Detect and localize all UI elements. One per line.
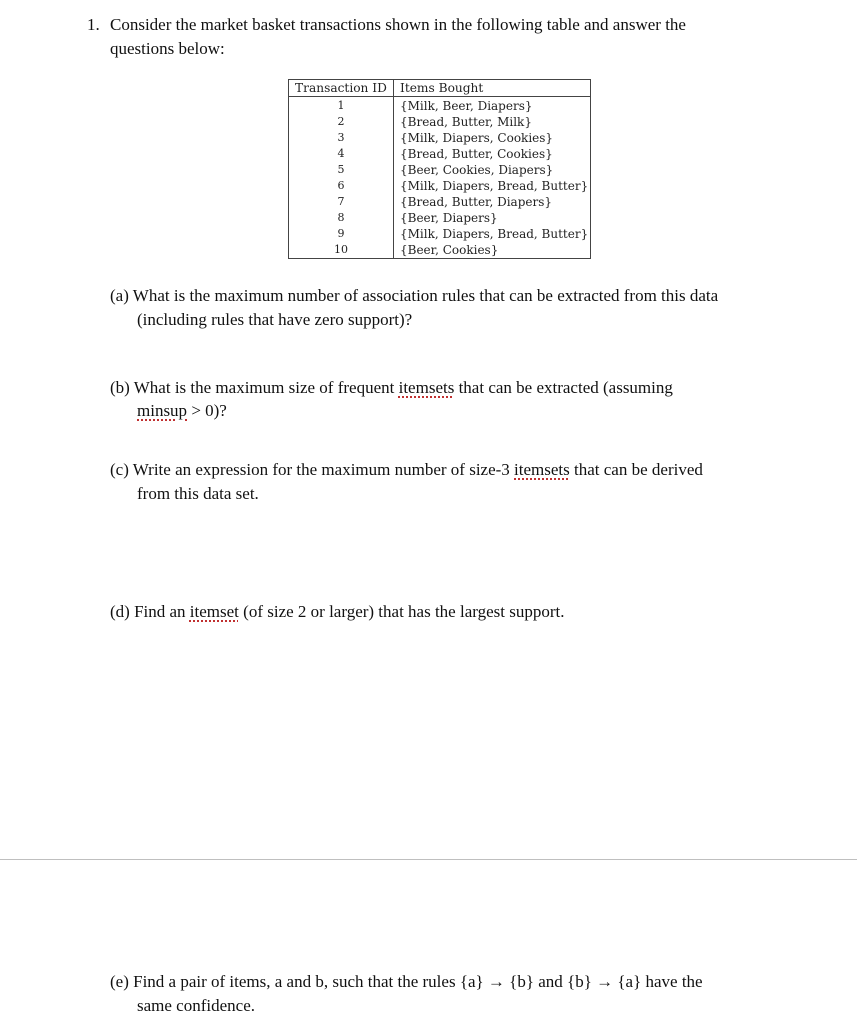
items-bought-cell: {Beer, Cookies, Diapers} [400,163,554,177]
part-d-text: (d) Find an [110,602,190,621]
part-c-text: that can be derived [569,460,703,479]
header-items-bought: Items Bought [400,81,484,95]
transactions-table [288,79,591,259]
part-b-line-2 [137,401,227,421]
part-b-line-1 [110,378,673,398]
question-intro-line-1: Consider the market basket transactions shown in the following table and answer the [110,15,686,34]
part-b-text: > 0)? [187,401,227,420]
transaction-id-cell: 7 [337,195,345,208]
table-column-divider [393,80,394,258]
minsup-term: minsup [137,401,188,420]
part-c-text: (c) Write an expression for the maximum number of size-3 [110,460,515,479]
items-bought-cell: {Milk, Diapers, Cookies} [400,131,554,145]
part-e-line-1: (e) Find a pair of items, a and b, such that the rules {a} → {b} and {b} → {a} have the [110,972,703,991]
items-bought-cell: {Bread, Butter, Cookies} [400,147,553,161]
itemsets-term: itemsets [398,378,455,397]
transaction-id-cell: 3 [337,131,345,144]
part-c-line-1 [110,460,703,480]
items-bought-cell: {Milk, Diapers, Bread, Butter} [400,179,589,193]
itemsets-term: itemsets [514,460,570,479]
table-header-divider [289,96,590,97]
transaction-id-cell: 4 [337,147,345,160]
items-bought-cell: {Milk, Diapers, Bread, Butter} [400,227,589,241]
part-a-line-2: (including rules that have zero support)? [137,310,413,329]
items-bought-cell: {Beer, Cookies} [400,243,499,257]
transaction-id-cell: 8 [337,211,345,224]
part-d-line [110,602,565,622]
transaction-id-cell: 10 [334,243,348,256]
items-bought-cell: {Milk, Beer, Diapers} [400,99,533,113]
transaction-id-cell: 6 [337,179,345,192]
part-a-line-1: (a) What is the maximum number of association rules that can be extracted from this data [110,286,719,305]
transaction-id-column [289,98,393,258]
items-bought-column [400,98,588,258]
question-number: 1. [87,15,100,34]
part-b-text: (b) What is the maximum size of frequent [110,378,399,397]
part-c-line-2: from this data set. [137,484,259,503]
items-bought-cell: {Bread, Butter, Diapers} [400,195,553,209]
transaction-id-cell: 2 [337,115,345,128]
transaction-id-cell: 1 [337,99,345,112]
part-d-text: (of size 2 or larger) that has the largest support. [238,602,565,621]
header-transaction-id: Transaction ID [295,81,387,95]
part-e-line-2: same confidence. [137,996,255,1015]
question-intro-line-2: questions below: [110,39,225,58]
transaction-id-cell: 5 [337,163,345,176]
part-b-text: that can be extracted (assuming [454,378,673,397]
items-bought-cell: {Beer, Diapers} [400,211,498,225]
itemset-term: itemset [189,602,239,621]
page-break-divider [0,859,857,860]
items-bought-cell: {Bread, Butter, Milk} [400,115,532,129]
transaction-id-cell: 9 [337,227,345,240]
